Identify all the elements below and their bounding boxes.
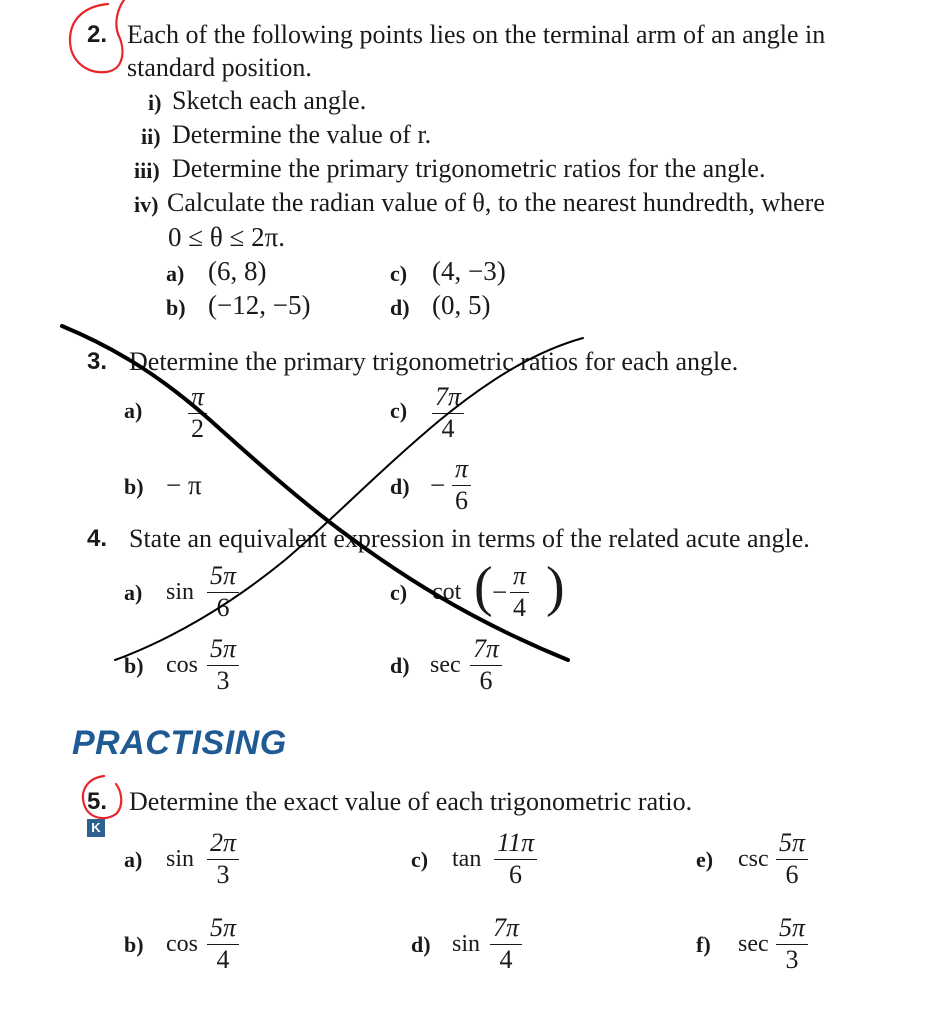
q2-point-label: c) bbox=[390, 261, 408, 286]
q2-part-text: Determine the primary trigonometric ratios for the angle. bbox=[172, 154, 766, 183]
q2-part-text: Determine the value of r. bbox=[172, 120, 432, 149]
fraction-numerator: π bbox=[191, 382, 205, 411]
fraction-denominator: 3 bbox=[785, 945, 799, 974]
question-3-stem: Determine the primary trigonometric ratios for each angle. bbox=[129, 347, 739, 376]
q2-point-value: (0, 5) bbox=[432, 290, 491, 320]
q2-point-value: (6, 8) bbox=[208, 256, 267, 286]
q5-item-label: b) bbox=[124, 932, 144, 957]
q4-item-label: a) bbox=[124, 580, 143, 605]
fraction-denominator: 6 bbox=[455, 486, 469, 515]
q3-item-value: − π bbox=[166, 470, 202, 500]
fraction-denominator: 4 bbox=[513, 593, 527, 622]
q4-item-label: d) bbox=[390, 653, 410, 678]
left-paren: ( bbox=[474, 556, 493, 618]
q2-theta-range: 0 ≤ θ ≤ 2π. bbox=[168, 222, 285, 252]
q2-point-value: (4, −3) bbox=[432, 256, 506, 286]
fraction-denominator: 3 bbox=[216, 666, 230, 695]
q3-item-label: c) bbox=[390, 398, 408, 423]
q4-item-label: c) bbox=[390, 580, 408, 605]
q4-item-a-fraction bbox=[207, 562, 239, 622]
q4-item-fn: sin bbox=[166, 579, 195, 605]
fraction-denominator: 4 bbox=[441, 414, 455, 443]
question-2-stem: Each of the following points lies on the terminal arm of an angle in bbox=[127, 20, 826, 49]
q2-part-label: iv) bbox=[134, 192, 159, 217]
fraction-numerator: 5π bbox=[210, 561, 237, 590]
q2-part-label: iii) bbox=[134, 158, 160, 183]
fraction-denominator: 2 bbox=[191, 414, 205, 443]
fraction-numerator: 5π bbox=[779, 828, 806, 857]
q3-item-c-fraction bbox=[432, 383, 464, 443]
q5-item-label: e) bbox=[696, 847, 714, 872]
q5-item-f-fraction bbox=[776, 914, 808, 974]
q5-item-label: f) bbox=[696, 932, 711, 957]
fraction-numerator: 2π bbox=[210, 828, 237, 857]
q5-item-fn: sec bbox=[738, 931, 769, 957]
fraction-numerator: 5π bbox=[779, 913, 806, 942]
question-5-number: 5. bbox=[87, 788, 108, 815]
fraction-denominator: 6 bbox=[479, 666, 493, 695]
q2-point-label: b) bbox=[166, 295, 186, 320]
q4-item-b-fraction bbox=[207, 635, 239, 695]
q4-item-d-fraction bbox=[470, 635, 502, 695]
question-4-number: 4. bbox=[87, 525, 108, 552]
q3-item-a-fraction bbox=[188, 383, 207, 443]
q5-item-a-fraction bbox=[207, 829, 239, 889]
q3-item-label: d) bbox=[390, 474, 410, 499]
question-5-stem: Determine the exact value of each trigonometric ratio. bbox=[129, 787, 693, 816]
q5-item-label: c) bbox=[411, 847, 429, 872]
q4-item-label: b) bbox=[124, 653, 144, 678]
question-2-stem-cont: standard position. bbox=[127, 53, 312, 82]
right-paren: ) bbox=[546, 556, 565, 618]
q5-item-fn: cos bbox=[166, 931, 198, 957]
q5-item-label: d) bbox=[411, 932, 431, 957]
q4-item-fn: cot bbox=[432, 579, 462, 605]
q2-part-label: i) bbox=[148, 90, 162, 115]
q2-point-value: (−12, −5) bbox=[208, 290, 311, 320]
question-2-number: 2. bbox=[87, 21, 108, 48]
fraction-denominator: 3 bbox=[216, 860, 230, 889]
fraction-denominator: 6 bbox=[785, 860, 799, 889]
fraction-numerator: 5π bbox=[210, 634, 237, 663]
fraction-numerator: π bbox=[513, 561, 527, 590]
fraction-numerator: 7π bbox=[435, 382, 462, 411]
fraction-numerator: π bbox=[455, 454, 469, 483]
q3-item-label: a) bbox=[124, 398, 143, 423]
q3-item-label: b) bbox=[124, 474, 144, 499]
q2-part-label: ii) bbox=[141, 124, 161, 149]
q5-item-d-fraction bbox=[490, 914, 522, 974]
q5-item-b-fraction bbox=[207, 914, 239, 974]
q4-item-fn: cos bbox=[166, 652, 198, 678]
q3-item-d-fraction bbox=[452, 455, 471, 515]
fraction-denominator: 6 bbox=[216, 593, 230, 622]
q4-item-c-fraction bbox=[510, 562, 529, 622]
q2-part-text: Sketch each angle. bbox=[172, 86, 367, 115]
fraction-numerator: 7π bbox=[493, 913, 520, 942]
question-4-stem: State an equivalent expression in terms of the related acute angle. bbox=[129, 524, 810, 553]
q2-point-label: d) bbox=[390, 295, 410, 320]
question-3-number: 3. bbox=[87, 348, 108, 375]
q2-point-label: a) bbox=[166, 261, 185, 286]
fraction-numerator: 7π bbox=[473, 634, 500, 663]
q5-item-e-fraction bbox=[776, 829, 808, 889]
fraction-denominator: 6 bbox=[509, 860, 523, 889]
q4-item-fn: sec bbox=[430, 652, 461, 678]
q5-item-fn: sin bbox=[452, 931, 481, 957]
q5-item-fn: tan bbox=[452, 846, 482, 872]
q4-item-sign: − bbox=[492, 577, 508, 607]
q5-item-fn: sin bbox=[166, 846, 195, 872]
q3-item-sign: − bbox=[430, 470, 446, 500]
q5-item-fn: csc bbox=[738, 846, 769, 872]
q2-part-text: Calculate the radian value of θ, to the nearest hundredth, where bbox=[167, 188, 825, 217]
fraction-denominator: 4 bbox=[499, 945, 513, 974]
knowledge-badge: K bbox=[87, 819, 105, 837]
fraction-numerator: 11π bbox=[497, 828, 535, 857]
section-heading: PRACTISING bbox=[72, 724, 287, 762]
fraction-numerator: 5π bbox=[210, 913, 237, 942]
q5-item-label: a) bbox=[124, 847, 143, 872]
fraction-denominator: 4 bbox=[216, 945, 230, 974]
q5-item-c-fraction bbox=[494, 829, 537, 889]
